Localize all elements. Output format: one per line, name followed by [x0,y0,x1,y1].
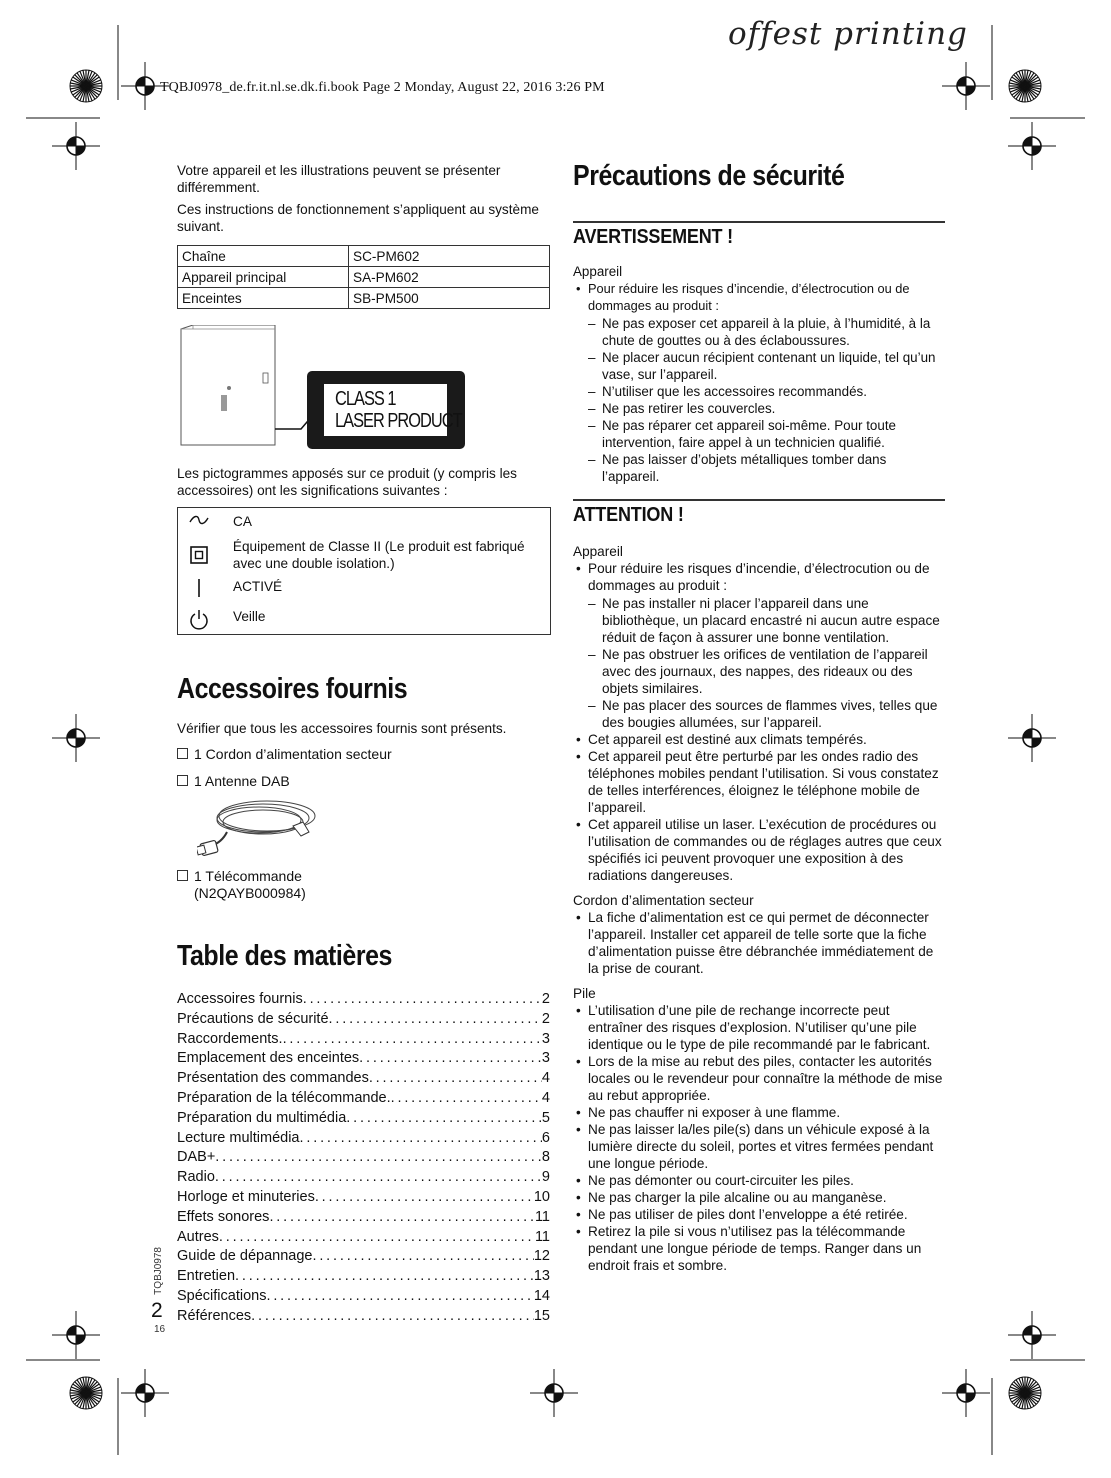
accessories-intro: Vérifier que tous les accessoires fournis sont présents. [177,721,507,736]
doc-code: TQBJ0978 [153,1247,164,1295]
list-item: • La fiche d’alimentation est ce qui permet de déconnecter l’appareil. Installer cet appareil de telle sorte que la fiche d’alimentation puisse être débranchée immédiatement de la prise de courant. [573,909,945,977]
power-on-icon [178,578,220,598]
table-row [178,246,550,267]
table-cell: SC-PM602 [349,246,550,267]
list-item: • Cet appareil utilise un laser. L’exécution de procédures ou l’utilisation de commandes ou de réglages autres que ceux spécifiés ici peuvent provoquer une exposition à des radiations dangereuses. [573,816,945,884]
laser-illustration [177,325,549,453]
accessories-heading: Accessoires fournis [177,673,408,705]
warning-subtitle: Appareil [573,264,623,279]
toc-item[interactable]: Guide de dépannage . . . 12 [177,1248,550,1268]
accessory-item [177,868,549,885]
toc-item[interactable]: Raccordements. . . . 3 [177,1031,550,1051]
checkbox-icon [177,870,188,881]
list-item: • Ne pas laisser la/les pile(s) dans un véhicule exposé à la lumière directe du soleil, portes et vitres fermées pendant une longue période. [573,1121,945,1172]
checkbox-icon [177,775,188,786]
remote-code: (N2QAYB000984) [194,885,306,901]
list-item: – Ne pas réparer cet appareil soi-même. Pour toute intervention, faire appel à un technicien qualifié. [573,417,945,451]
list-item: – Ne pas retirer les couvercles. [573,400,945,417]
warning-heading: AVERTISSEMENT ! [573,226,733,248]
list-item: – Ne pas placer des sources de flammes vives, telles que des bougies allumées, sur l’appareil. [573,697,945,731]
toc-item[interactable]: DAB+ . . . 8 [177,1149,550,1169]
toc-item[interactable]: Précautions de sécurité . . . 2 [177,1011,550,1031]
left-column [177,162,549,1328]
cord-subtitle: Cordon d’alimentation secteur [573,893,754,908]
safety-heading: Précautions de sécurité [573,160,845,192]
warning-body [573,263,945,485]
list-item: – Ne pas installer ni placer l’appareil dans une bibliothèque, un placard encastré ni aucun autre espace réduit de façon à assurer une bonne ventilation. [573,595,945,646]
toc-item[interactable]: Emplacement des enceintes . . . 3 [177,1050,550,1070]
table-cell: SA-PM602 [349,267,550,288]
standby-icon [178,608,220,630]
toc-item[interactable]: Présentation des commandes . . . 4 [177,1070,550,1090]
caution-subtitle: Appareil [573,544,623,559]
table-cell: Appareil principal [178,267,349,288]
battery-subtitle: Pile [573,986,596,1001]
accessory-item [177,773,549,790]
list-item: • Ne pas démonter ou court-circuiter les piles. [573,1172,945,1189]
list-item: • Ne pas chauffer ni exposer à une flamme. [573,1104,945,1121]
table-cell: SB-PM500 [349,288,550,309]
checkbox-icon [177,748,188,759]
table-cell: Enceintes [178,288,349,309]
list-item: – Ne pas exposer cet appareil à la pluie, à l’humidité, à la chute de gouttes ou à des éclaboussures. [573,315,945,349]
list-item: • Cet appareil est destiné aux climats tempérés. [573,731,945,748]
toc-item[interactable]: Autres . . . 11 [177,1229,550,1249]
toc-item[interactable]: Lecture multimédia . . . 6 [177,1130,550,1150]
pictograms-intro: Les pictogrammes apposés sur ce produit (y compris les accessoires) ont les significations suivantes : [177,466,517,498]
accessory-label: 1 Cordon d’alimentation secteur [194,746,392,762]
list-item: – N’utiliser que les accessoires recommandés. [573,383,945,400]
pictograms-box [177,507,551,635]
picto-text: ACTIVÉ [233,579,283,594]
ac-tilde-icon [178,513,220,527]
page-number: 2 [151,1299,163,1322]
list-item: • Pour réduire les risques d’incendie, d’électrocution ou de dommages au produit : – Ne pas installer ni placer l’appareil dans une bibliothèque, un placard encastré ni aucun autre espace réduit de façon à assurer une bonne ventilation. – Ne pas obstruer les orifices de ventilation de l’appareil avec des journaux, des nappes, des rideaux ou des objets similaires. – Ne pas placer des sources de flammes vives, telles que des bougies allumées, sur l’appareil. [573,560,945,731]
laser-label [335,388,462,432]
accessory-item [177,746,549,763]
picto-row [178,608,550,630]
list-item: • Cet appareil peut être perturbé par les ondes radio des téléphones mobiles pendant l’utilisation. Si vous constatez de telles interférences, éloignez le téléphone mobile de l’appareil. [573,748,945,816]
intro-paragraph-1: Votre appareil et les illustrations peuvent se présenter différemment. [177,163,501,195]
warning-section [573,221,945,249]
list-item: • Pour réduire les risques d’incendie, d’électrocution ou de dommages au produit : – Ne pas exposer cet appareil à la pluie, à l’humidité, à la chute de gouttes ou à des éclaboussures. – Ne placer aucun récipient contenant un liquide, tel qu’un vase, sur l’appareil. – N’utiliser que les accessoires recommandés. – Ne pas retirer les couvercles. – Ne pas réparer cet appareil soi-même. Pour toute intervention, faire appel à un technicien qualifié. – Ne pas laisser d’objets métalliques tomber dans l’appareil. [573,280,945,485]
table-cell: Chaîne [178,246,349,267]
dab-antenna-icon [197,792,317,864]
list-item: – Ne pas obstruer les orifices de ventilation de l’appareil avec des journaux, des nappes, des rideaux ou des objets similaires. [573,646,945,697]
page-total: 16 [154,1324,166,1335]
system-table [177,245,550,309]
toc-item[interactable]: Références . . . 15 [177,1308,550,1328]
right-column [573,160,945,1274]
toc-item[interactable]: Effets sonores . . . 11 [177,1209,550,1229]
toc-item[interactable]: Préparation de la télécommande. . . . 4 [177,1090,550,1110]
intro-paragraph-2: Ces instructions de fonctionnement s’appliquent au système suivant. [177,202,539,234]
list-item: • Ne pas charger la pile alcaline ou au manganèse. [573,1189,945,1206]
picto-text: CA [233,514,252,529]
class-ii-icon [178,538,220,565]
list-item: • L’utilisation d’une pile de rechange incorrecte peut entraîner des risques d’explosion. N’utiliser qu’une pile identique ou le type de pile recommandé par le fabricant. [573,1002,945,1053]
picto-row [178,578,550,608]
offset-printing-stamp: offest printing [728,16,968,52]
accessory-label: 1 Antenne DAB [194,773,290,789]
caution-heading: ATTENTION ! [573,504,684,526]
toc-item[interactable]: Accessoires fournis . . . 2 [177,991,550,1011]
toc-list [177,991,550,1328]
picto-row [178,538,550,578]
list-item: – Ne placer aucun récipient contenant un liquide, tel qu’un vase, sur l’appareil. [573,349,945,383]
caution-section [573,499,945,527]
list-item: – Ne pas laisser d’objets métalliques tomber dans l’appareil. [573,451,945,485]
list-item: • Lors de la mise au rebut des piles, contacter les autorités locales ou le revendeur pour connaître la méthode de mise au rebut appropriée. [573,1053,945,1104]
toc-item[interactable]: Spécifications . . . 14 [177,1288,550,1308]
picto-text: Veille [233,609,266,624]
list-item: • Retirez la pile si vous n’utilisez pas la télécommande pendant une longue période de temps. Ranger dans un endroit frais et sombre. [573,1223,945,1274]
toc-item[interactable]: Préparation du multimédia . . . 5 [177,1110,550,1130]
laser-label-line1: CLASS 1 [335,388,396,410]
toc-heading: Table des matières [177,940,392,972]
toc-item[interactable]: Entretien . . . 13 [177,1268,550,1288]
list-item: • Ne pas utiliser de piles dont l’enveloppe a été retirée. [573,1206,945,1223]
accessory-label: 1 Télécommande [194,868,302,884]
table-row [178,267,550,288]
book-header: TQBJ0978_de.fr.it.nl.se.dk.fi.book Page 2 Monday, August 22, 2016 3:26 PM [160,80,605,95]
toc-item[interactable]: Radio . . . 9 [177,1169,550,1189]
table-row [178,288,550,309]
toc-item[interactable]: Horloge et minuteries . . . 10 [177,1189,550,1209]
picto-text: Équipement de Classe II (Le produit est fabriqué avec une double isolation.) [232,539,525,571]
caution-body [573,543,945,1274]
picto-row [178,513,550,537]
laser-label-line2: LASER PRODUCT [335,410,462,432]
